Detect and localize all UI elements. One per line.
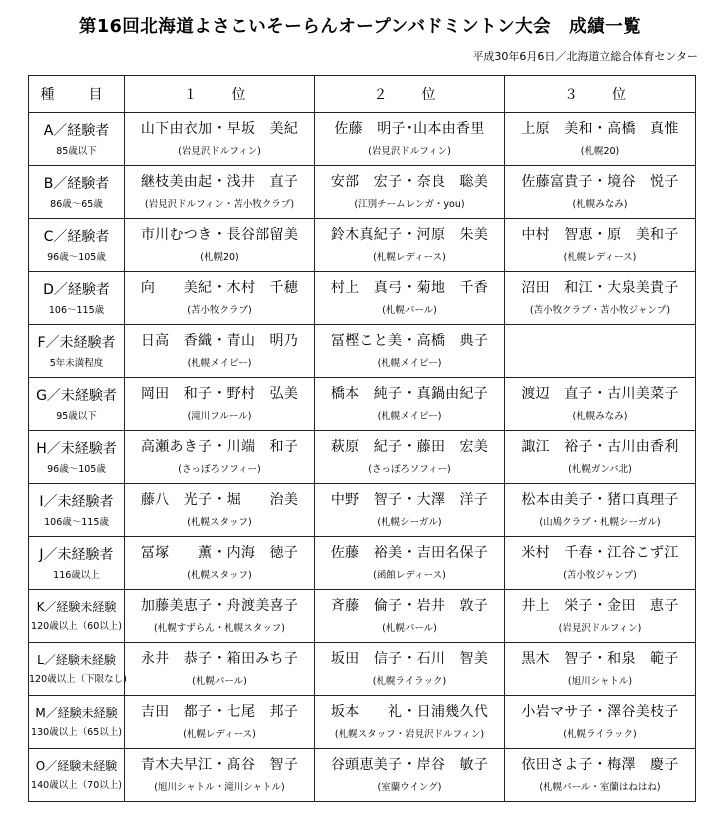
first-place-cell	[125, 749, 315, 802]
first-place-cell	[125, 219, 315, 272]
second-place-cell	[315, 643, 505, 696]
second-place-club: (札幌パール)	[382, 623, 437, 634]
first-place-cell	[125, 537, 315, 590]
first-place-cell	[125, 590, 315, 643]
second-place-cell	[315, 325, 505, 378]
category-name: B／経験者	[43, 176, 110, 192]
third-place-players: 松本由美子・猪口真理子	[521, 492, 679, 508]
second-place-cell	[315, 696, 505, 749]
second-place-cell	[315, 113, 505, 166]
header-third-place: ３ 位	[505, 76, 696, 113]
category-cell	[29, 166, 125, 219]
category-name: H／未経験者	[36, 441, 117, 457]
second-place-cell	[315, 484, 505, 537]
first-place-club: (苫小牧クラブ)	[187, 305, 252, 316]
category-name: K／経験未経験	[36, 600, 117, 614]
second-place-club: (札幌スタッフ・岩見沢ドルフィン)	[334, 729, 485, 740]
second-place-club: (札幌シーガル)	[377, 517, 442, 528]
third-place-club: (札幌ライラック)	[563, 729, 637, 740]
third-place-club: (岩見沢ドルフィン)	[558, 623, 642, 634]
first-place-club: (札幌20)	[200, 252, 239, 263]
first-place-players: 永井 恭子・箱田みち子	[140, 651, 299, 667]
table-row	[29, 696, 696, 749]
second-place-cell	[315, 590, 505, 643]
first-place-club: (岩見沢ドルフィン・苫小牧クラブ)	[144, 199, 295, 210]
category-name: L／経験未経験	[37, 653, 116, 667]
second-place-players: 鈴木真紀子・河原 朱美	[330, 227, 489, 243]
second-place-players: 佐藤 明子･山本由香里	[334, 121, 485, 137]
category-name: A／経験者	[43, 123, 110, 139]
second-place-club: (札幌ライラック)	[372, 676, 447, 687]
third-place-cell	[505, 696, 696, 749]
second-place-cell	[315, 272, 505, 325]
second-place-players: 村上 真弓・菊地 千香	[330, 280, 489, 296]
first-place-cell	[125, 484, 315, 537]
table-row	[29, 537, 696, 590]
category-age-range: 106歳～115歳	[44, 517, 109, 528]
table-row	[29, 749, 696, 802]
category-age-range: 120歳以上（60以上)	[31, 621, 122, 632]
first-place-players: 日高 香織・青山 明乃	[140, 333, 299, 349]
third-place-cell	[505, 484, 696, 537]
first-place-cell	[125, 696, 315, 749]
first-place-players: 山下由衣加・早坂 美紀	[140, 121, 299, 137]
table-row	[29, 113, 696, 166]
category-age-range: 140歳以上（70以上)	[31, 780, 122, 791]
category-cell	[29, 219, 125, 272]
second-place-club: (江別チームレンガ・you)	[354, 199, 465, 210]
third-place-club: (旭川シャトル)	[567, 676, 633, 687]
second-place-players: 萩原 紀子・藤田 宏美	[330, 439, 489, 455]
first-place-club: (札幌メイピー)	[187, 358, 252, 369]
second-place-cell	[315, 537, 505, 590]
second-place-cell	[315, 219, 505, 272]
table-row	[29, 325, 696, 378]
header-first-place: １ 位	[125, 76, 315, 113]
category-name: I／未経験者	[39, 494, 114, 510]
third-place-club: (札幌パール・室蘭はねはね)	[539, 782, 661, 793]
first-place-club: (札幌すずらん・札幌スタッフ)	[153, 623, 285, 634]
second-place-club: (室蘭ウイング)	[377, 782, 442, 793]
category-cell	[29, 643, 125, 696]
third-place-cell	[505, 325, 696, 378]
first-place-players: 冨塚 薫・内海 徳子	[140, 545, 299, 561]
second-place-club: (札幌メイピー)	[377, 411, 442, 422]
category-age-range: 86歳～65歳	[50, 199, 103, 210]
third-place-players: 米村 千春・江谷こず江	[521, 545, 679, 561]
first-place-players: 向 美紀・木村 千穂	[140, 280, 299, 296]
page-title: 第16回北海道よさこいそーらんオープンバドミントン大会 成績一覧	[78, 17, 642, 37]
third-place-players: 依田さよ子・梅澤 慶子	[521, 757, 679, 773]
first-place-club: (札幌スタッフ)	[187, 517, 252, 528]
category-age-range: 116歳以上	[53, 570, 100, 581]
third-place-players: 諏江 裕子・古川由香利	[521, 439, 679, 455]
table-row	[29, 219, 696, 272]
category-cell	[29, 484, 125, 537]
category-cell	[29, 113, 125, 166]
second-place-players: 佐藤 裕美・吉田名保子	[330, 545, 489, 561]
first-place-players: 継枝美由起・浅井 直子	[140, 174, 299, 190]
first-place-club: (札幌パール)	[192, 676, 247, 687]
third-place-cell	[505, 590, 696, 643]
second-place-players: 谷頭恵美子・岸谷 敏子	[330, 757, 489, 773]
third-place-club: (山鳩クラブ・札幌シーガル)	[539, 517, 661, 528]
category-name: C／経験者	[43, 229, 110, 245]
first-place-cell	[125, 431, 315, 484]
first-place-players: 高瀬あき子・川端 和子	[140, 439, 299, 455]
third-place-cell	[505, 643, 696, 696]
category-cell	[29, 272, 125, 325]
table-row	[29, 484, 696, 537]
first-place-cell	[125, 166, 315, 219]
third-place-players: 渡辺 直子・古川美菜子	[521, 386, 679, 402]
second-place-players: 斉藤 倫子・岩井 敦子	[330, 598, 489, 614]
third-place-cell	[505, 431, 696, 484]
header-row	[29, 76, 696, 113]
second-place-club: (札幌パール)	[382, 305, 437, 316]
category-name: G／未経験者	[36, 388, 117, 404]
first-place-players: 市川むつき・長谷部留美	[140, 227, 299, 243]
first-place-club: (旭川シャトル・滝川シャトル)	[154, 782, 285, 793]
category-cell	[29, 537, 125, 590]
table-row	[29, 590, 696, 643]
third-place-players: 黒木 智子・和泉 範子	[521, 651, 679, 667]
third-place-club: (札幌みなみ)	[572, 411, 628, 422]
second-place-club: (岩見沢ドルフィン)	[368, 146, 451, 157]
category-age-range: 130歳以上（65以上)	[31, 727, 122, 738]
category-cell	[29, 696, 125, 749]
third-place-players: 小岩マサ子・澤谷美枝子	[521, 704, 679, 720]
category-age-range: 96歳～105歳	[47, 252, 106, 263]
second-place-cell	[315, 431, 505, 484]
third-place-cell	[505, 166, 696, 219]
first-place-club: (滝川フルール)	[187, 411, 252, 422]
third-place-club: (苫小牧ジャンプ)	[563, 570, 637, 581]
first-place-players: 青木夫早江・髙谷 智子	[140, 757, 299, 773]
second-place-players: 坂本 礼・日浦幾久代	[330, 704, 489, 720]
first-place-cell	[125, 113, 315, 166]
third-place-players: 佐藤富貴子・境谷 悦子	[521, 174, 679, 190]
second-place-players: 安部 宏子・奈良 聡美	[330, 174, 489, 190]
second-place-cell	[315, 166, 505, 219]
first-place-club: (札幌スタッフ)	[187, 570, 252, 581]
second-place-players: 中野 智子・大澤 洋子	[330, 492, 489, 508]
third-place-cell	[505, 113, 696, 166]
results-table	[28, 75, 696, 802]
first-place-club: (さっぽろソフィー)	[178, 464, 261, 475]
category-name: J／未経験者	[39, 547, 114, 563]
third-place-club: (札幌20)	[580, 146, 620, 157]
third-place-players: 中村 智恵・原 美和子	[521, 227, 679, 243]
table-row	[29, 166, 696, 219]
category-name: O／経験未経験	[35, 759, 118, 773]
category-age-range: 96歳～105歳	[47, 464, 106, 475]
second-place-players: 坂田 信子・石川 智美	[330, 651, 489, 667]
category-name: D／経験者	[43, 282, 110, 298]
second-place-club: (札幌レディース)	[373, 252, 446, 263]
first-place-club: (札幌レディース)	[183, 729, 256, 740]
category-age-range: 120歳以上（下限なし)	[29, 674, 127, 685]
first-place-cell	[125, 643, 315, 696]
third-place-cell	[505, 749, 696, 802]
category-age-range: 85歳以下	[56, 146, 97, 157]
category-cell	[29, 325, 125, 378]
third-place-players: 井上 栄子・金田 恵子	[521, 598, 679, 614]
first-place-players: 藤八 光子・堀 治美	[140, 492, 299, 508]
category-age-range: 95歳以下	[56, 411, 97, 422]
category-age-range: 106～115歳	[48, 305, 105, 316]
category-age-range: 5年未満程度	[49, 358, 104, 369]
event-date-venue: 平成30年6月6日／北海道立総合体育センター	[472, 50, 698, 63]
first-place-cell	[125, 325, 315, 378]
second-place-players: 冨樫こと美・高橋 典子	[330, 333, 489, 349]
third-place-club: (札幌ガンバ北)	[568, 464, 632, 475]
second-place-club: (さっぽろソフィー)	[368, 464, 451, 475]
first-place-club: (岩見沢ドルフィン)	[178, 146, 261, 157]
table-row	[29, 272, 696, 325]
third-place-players: 沼田 和江・大泉美貴子	[521, 280, 679, 296]
first-place-cell	[125, 378, 315, 431]
first-place-players: 岡田 和子・野村 弘美	[140, 386, 299, 402]
category-name: F／未経験者	[37, 335, 116, 351]
table-row	[29, 643, 696, 696]
third-place-cell	[505, 219, 696, 272]
category-cell	[29, 749, 125, 802]
second-place-cell	[315, 378, 505, 431]
first-place-cell	[125, 272, 315, 325]
second-place-club: (札幌メイピー)	[377, 358, 442, 369]
third-place-club: (札幌レディース)	[563, 252, 637, 263]
second-place-club: (函館レディース)	[373, 570, 446, 581]
first-place-players: 加藤美恵子・舟渡美喜子	[140, 598, 299, 614]
header-second-place: ２ 位	[315, 76, 505, 113]
category-cell	[29, 590, 125, 643]
second-place-cell	[315, 749, 505, 802]
second-place-players: 橋本 純子・真鍋由紀子	[330, 386, 489, 402]
third-place-cell	[505, 378, 696, 431]
table-row	[29, 378, 696, 431]
category-cell	[29, 378, 125, 431]
third-place-cell	[505, 537, 696, 590]
third-place-players: 上原 美和・高橋 真惟	[521, 121, 679, 137]
third-place-cell	[505, 272, 696, 325]
third-place-club: (苫小牧クラブ・苫小牧ジャンプ)	[529, 305, 671, 316]
header-category: 種 目	[29, 76, 125, 113]
category-cell	[29, 431, 125, 484]
category-name: M／経験未経験	[35, 706, 118, 720]
table-row	[29, 431, 696, 484]
first-place-players: 吉田 都子・七尾 邦子	[140, 704, 299, 720]
third-place-club: (札幌みなみ)	[572, 199, 628, 210]
